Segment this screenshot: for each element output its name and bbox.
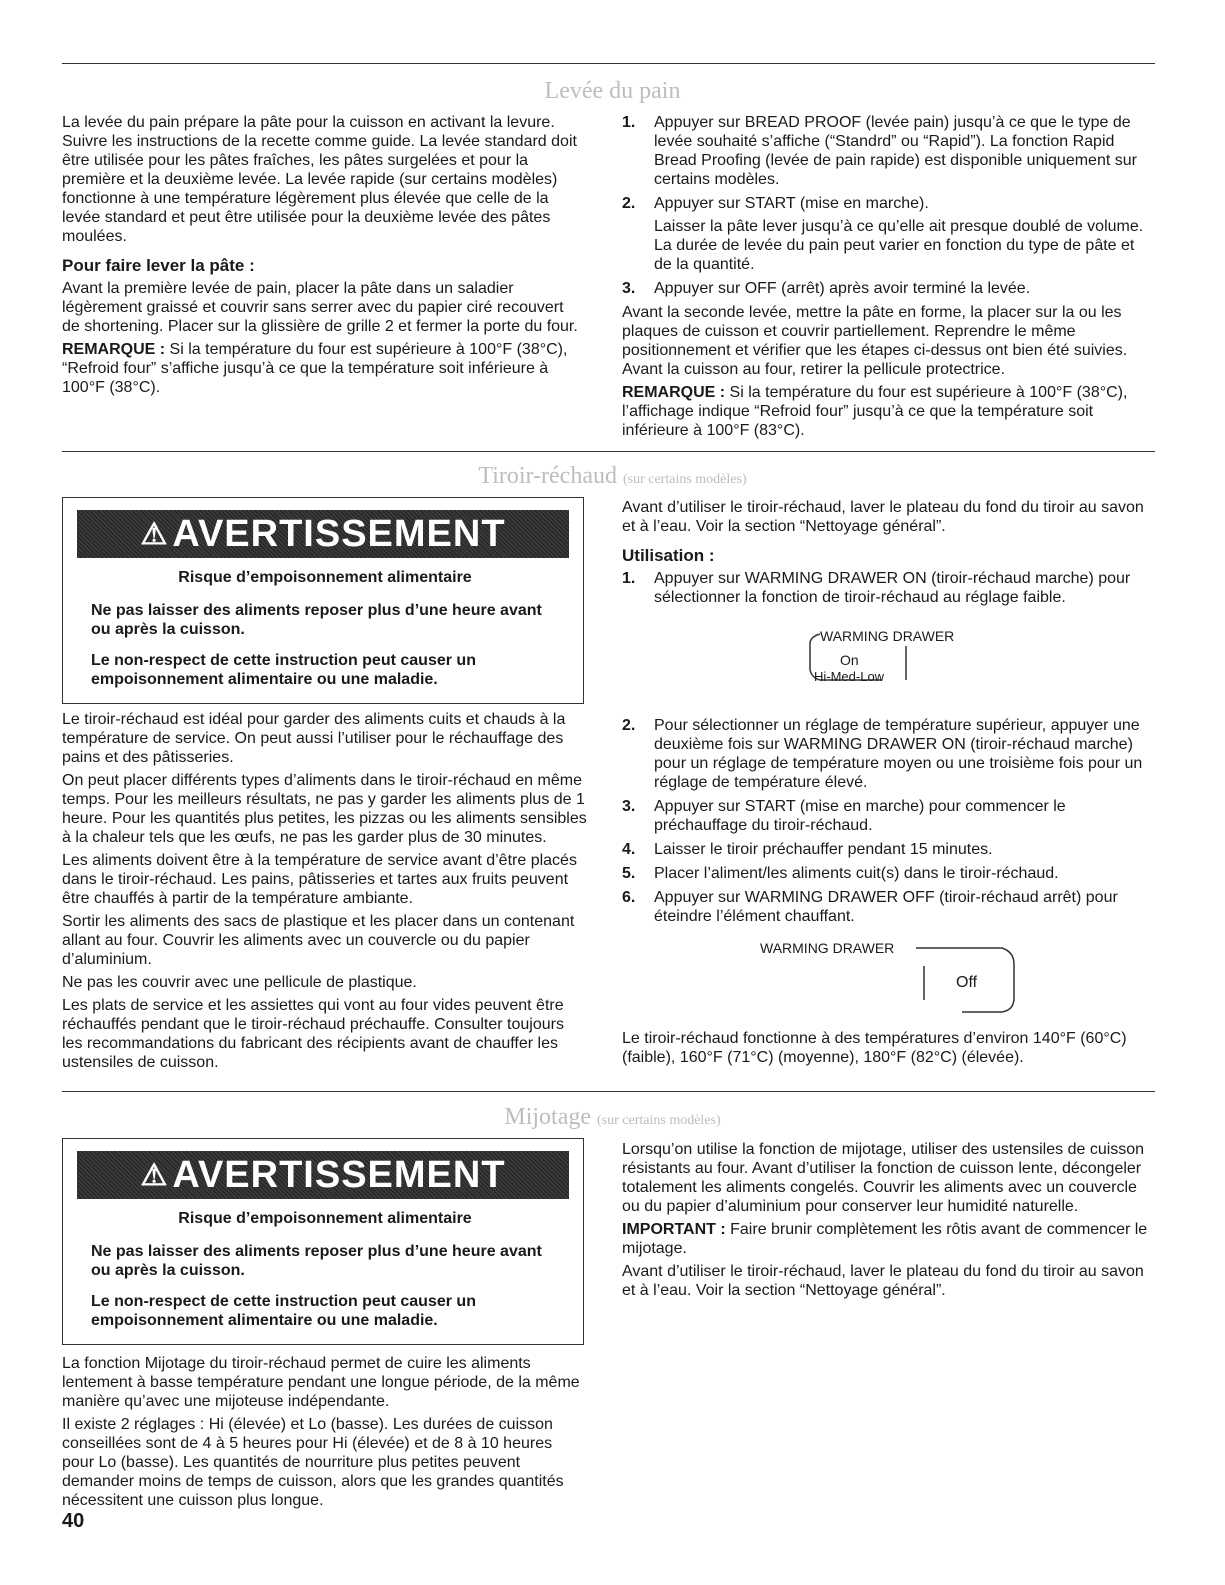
display-on: On (840, 652, 859, 668)
levee-step-1: 1. Appuyer sur BREAD PROOF (levée pain) jusqu’à ce que le type de levée souhaité s’affiche (“Standrd” ou “Rapid”). La fonction Rapid Bread Proofing (levée de pain rapide) est disponible uniquement sur certains modèles. (622, 114, 1137, 188)
levee-intro: La levée du pain prépare la pâte pour la cuisson en activant la levure. Suivre les instructions de la recette comme guide. La levée standard doit être utilisée pour les pâtes fraîches, les pâtes surgelées et pour la première et la deuxième levée. La levée rapide (sur certains modèles) fonctionne à une température légèrement plus élevée que celle de la levée standard et peut être utilisée pour la deuxième levée des pâtes moulées. (62, 114, 577, 245)
warning-banner: ⚠ AVERTISSEMENT (77, 1151, 569, 1199)
section-rule-3 (62, 1091, 1155, 1092)
tiroir-step-6: 6. Appuyer sur WARMING DRAWER OFF (tiroir-réchaud arrêt) pour éteindre l’élément chauffant. (622, 889, 1118, 925)
levee-note-2: REMARQUE : Si la température du four est supérieure à 100°F (38°C), l’affichage indique “Refroid four” jusqu’à ce que la température soit inférieure à 100°F (83°C). (622, 384, 1128, 439)
display-label: WARMING DRAWER (820, 628, 955, 644)
section-rule-2 (62, 451, 1155, 452)
levee-right-column (622, 113, 1152, 444)
top-rule (62, 63, 1155, 64)
mijotage-right-column: Lorsqu’on utilise la fonction de mijotage, utiliser des ustensiles de cuisson résistants au four. Avant d’utiliser la fonction de cuisson lente, décongeler totalement les aliments congelés. Couvrir les aliments avec un couvercle ou du papier d’aluminium pour conserver leur humidité naturelle. IMPORTANT : Faire brunir complètement les rôtis avant de commencer le mijotage. Avant d’utiliser le tiroir-réchaud, laver le plateau du fond du tiroir au savon et à l’eau. Voir la section “Nettoyage général”. (622, 1140, 1152, 1304)
warning-box-mijotage (62, 1138, 584, 1345)
display-off: Off (956, 974, 978, 991)
levee-step-2: 2. Appuyer sur START (mise en marche). Laisser la pâte lever jusqu’à ce qu’elle ait presque doublé de volume. La durée de levée du pain peut varier en fonction du type de pâte et de la quantité. (622, 195, 1144, 273)
tiroir-step-4: 4. Laisser le tiroir préchauffer pendant 15 minutes. (622, 841, 993, 858)
tiroir-outro: Le tiroir-réchaud fonctionne à des températures d’environ 140°F (60°C) (faible), 160°F (71°C) (moyenne), 180°F (82°C) (élevée). (622, 1030, 1127, 1066)
levee-left-column (62, 113, 582, 401)
warning-triangle-icon: ⚠ (140, 1158, 169, 1192)
warning-box-tiroir (62, 497, 584, 704)
mijotage-left-column: La fonction Mijotage du tiroir-réchaud permet de cuire les aliments lentement à basse température pendant une longue période, de la même manière qu’avec une mijoteuse indépendante. Il existe 2 réglages : Hi (élevée) et Lo (basse). Les durées de cuisson conseillées sont de 4 à 5 heures pour Hi (élevée) et de 8 à 10 heures pour Lo (basse). Les quantités de nourriture plus petites peuvent demander moins de temps de cuisson, alors que les grandes quantités nécessitent une cuisson plus longue. (62, 1355, 580, 1509)
warning-triangle-icon: ⚠ (140, 517, 169, 551)
tiroir-heading: Utilisation : (622, 546, 715, 565)
section-title-mijotage: Mijotage (sur certains modèles) (504, 1104, 721, 1130)
levee-paragraph-2: Avant la seconde levée, mettre la pâte en forme, la placer sur la ou les plaques de cuisson et couvrir partiellement. Reprendre le même positionnement et vérifier que les étapes ci-dessus ont bien été suivies. Avant la cuisson au four, retirer la pellicule protectrice. (622, 304, 1128, 378)
levee-paragraph: Avant la première levée de pain, placer la pâte dans un saladier légèrement graissé et couvrir sans serrer avec du papier ciré recouvert de shortening. Placer sur la glissière de grille 2 et fermer la porte du four. (62, 280, 578, 335)
display-label: WARMING DRAWER (760, 940, 895, 956)
warming-drawer-on-display (790, 628, 990, 688)
levee-heading: Pour faire lever la pâte : (62, 256, 255, 275)
levee-steps (622, 113, 1152, 298)
levee-step-3: 3. Appuyer sur OFF (arrêt) après avoir terminé la levée. (622, 280, 1031, 297)
tiroir-left-column: Le tiroir-réchaud est idéal pour garder des aliments cuits et chauds à la température de service. On peut aussi l’utiliser pour le réchauffage des pains et des pâtisseries. On peut placer différents types d’aliments dans le tiroir-réchaud en même temps. Pour les meilleurs résultats, ne pas y garder les aliments plus de 1 heure. Pour les quantités plus petites, les pizzas ou les aliments sensibles à la chaleur tels que les œufs, ne pas les garder plus de 30 minutes. Les aliments doivent être à la température de service avant d’être placés dans le tiroir-réchaud. Les pains, pâtisseries et tartes aux fruits peuvent être chauffés à partir de la température ambiante. Sortir les aliments des sacs de plastique et les placer dans un contenant allant au four. Couvrir les aliments avec un couvercle ou du papier d’aluminium. Ne pas les couvrir avec une pellicule de plastique. Les plats de service et les assiettes qui vont au four vides peuvent être réchauffés pendant que le tiroir-réchaud préchauffe. Consulter toujours les recommandations du fabricant des récipients avant de chauffer les ustensiles de cuisson. (62, 711, 587, 1071)
tiroir-step-3: 3. Appuyer sur START (mise en marche) pour commencer le préchauffage du tiroir-réchaud. (622, 798, 1066, 834)
mijotage-important: IMPORTANT : Faire brunir complètement les rôtis avant de commencer le mijotage. (622, 1221, 1148, 1257)
tiroir-step-2: 2. Pour sélectionner un réglage de température supérieur, appuyer une deuxième fois sur WARMING DRAWER ON (tiroir-réchaud marche) pour un réglage de température moyen ou une troisième fois pour un réglage de température élevé. (622, 717, 1143, 791)
tiroir-right-column (622, 498, 1152, 612)
warning-body: Risque d’empoisonnement alimentaire Ne pas laisser des aliments reposer plus d’une heure avant ou après la cuisson. Le non-respect de cette instruction peut causer un empoisonnement alimentaire ou une maladie. (91, 1210, 542, 1329)
warning-body: Risque d’empoisonnement alimentaire Ne pas laisser des aliments reposer plus d’une heure avant ou après la cuisson. Le non-respect de cette instruction peut causer un empoisonnement alimentaire ou une maladie. (91, 569, 542, 688)
display-levels: Hi-Med-Low (814, 669, 885, 684)
tiroir-step-5: 5. Placer l’aliment/les aliments cuit(s) dans le tiroir-réchaud. (622, 865, 1059, 882)
section-title-levee: Levée du pain (544, 78, 681, 104)
warming-drawer-off-display (752, 938, 1032, 1018)
warning-banner: ⚠ AVERTISSEMENT (77, 510, 569, 558)
levee-note: REMARQUE : Si la température du four est supérieure à 100°F (38°C), “Refroid four” s’affiche jusqu’à ce que la température soit inférieure à 100°F (38°C). (62, 341, 568, 396)
section-title-tiroir: Tiroir-réchaud (sur certains modèles) (478, 463, 747, 489)
tiroir-step-1: 1. Appuyer sur WARMING DRAWER ON (tiroir-réchaud marche) pour sélectionner la fonction de tiroir-réchaud au réglage faible. (622, 570, 1131, 606)
tiroir-intro: Avant d’utiliser le tiroir-réchaud, laver le plateau du fond du tiroir au savon et à l’eau. Voir la section “Nettoyage général”. (622, 499, 1144, 535)
page-number: 40 (62, 1510, 85, 1532)
tiroir-right-steps (622, 716, 1152, 931)
